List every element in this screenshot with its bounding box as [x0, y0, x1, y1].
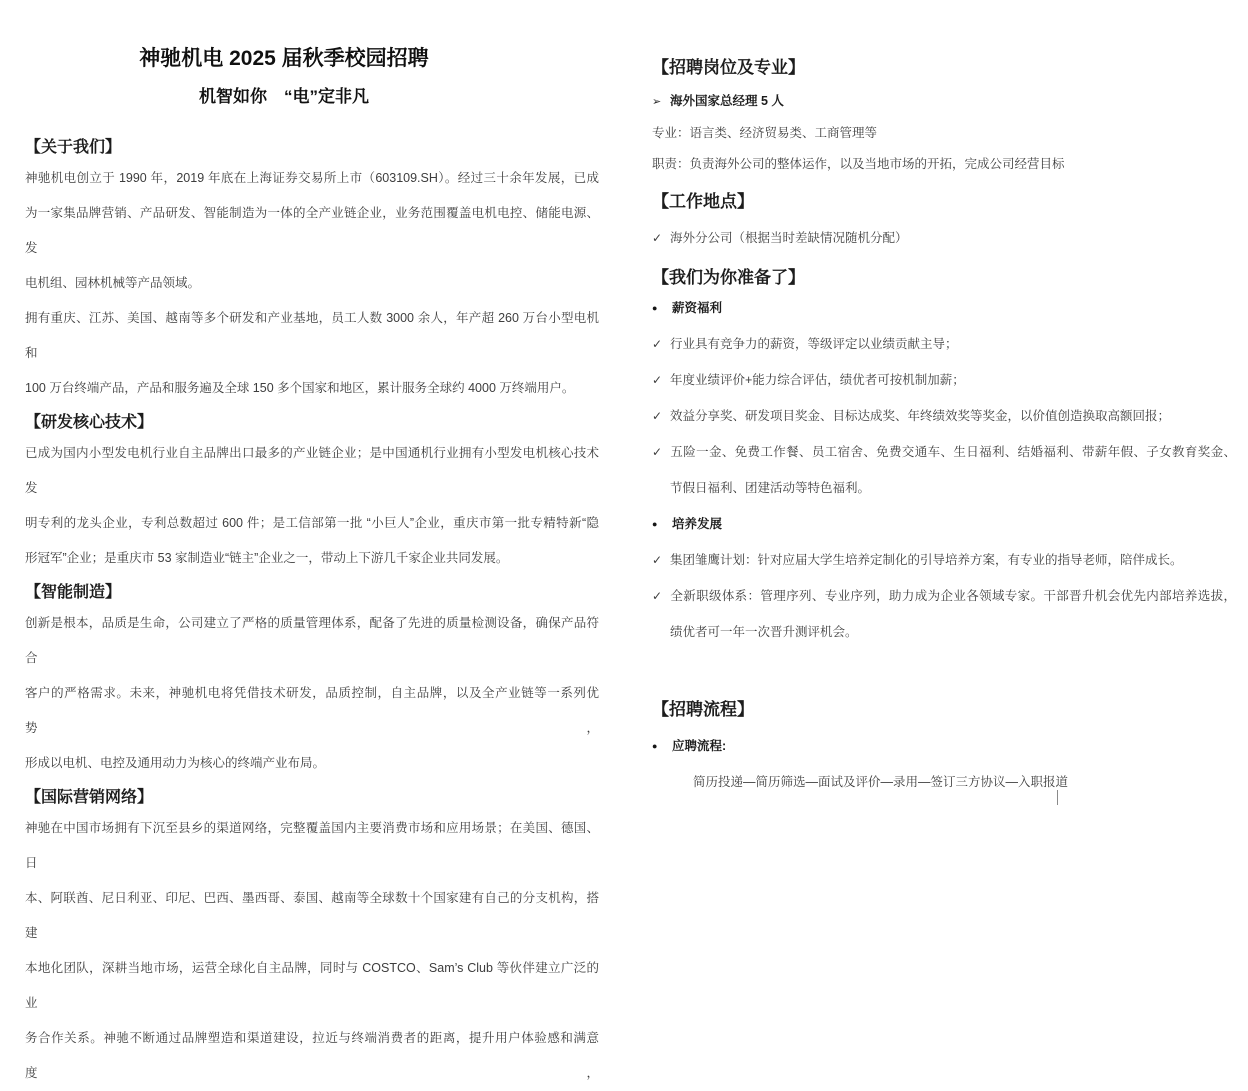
paragraph-line: 明专利的龙头企业，专利总数超过 600 件；是工信部第一批 “小巨人”企业，重庆市第一批专精特新“隐 [25, 516, 599, 530]
check-bullet-icon: ✓ [652, 337, 663, 351]
list-item-line [670, 470, 1236, 506]
list-item-text: 职责：负责海外公司的整体运作，以及当地市场的开拓，完成公司经营目标 [652, 157, 1065, 171]
list-item [652, 764, 1236, 800]
list-item-text: 薪资福利 [672, 301, 723, 315]
check-bullet-icon: ✓ [652, 445, 663, 459]
right-column [652, 0, 1236, 800]
list-item [652, 728, 1236, 764]
list-item [652, 398, 1236, 434]
document-subtitle: 机智如你 “电”定非凡 [199, 87, 369, 106]
list-item-text: 集团雏鹰计划：针对应届大学生培养定制化的引导培养方案，有专业的指导老师，陪伴成长。 [670, 553, 1183, 567]
document-section [25, 412, 599, 576]
list-item-text: 专业：语言类、经济贸易类、工商管理等 [652, 126, 878, 140]
document-title: 神驰机电 2025 届秋季校园招聘 [139, 47, 429, 70]
dot-bullet-icon: ● [652, 741, 658, 751]
paragraph-line: 为一家集品牌营销、产品研发、智能制造为一体的全产业链企业，业务范围覆盖电机电控、储能电源、发 [25, 206, 599, 255]
section-heading: 【研发核心技术】 [25, 414, 154, 431]
paragraph-line: 拥有重庆、江苏、美国、越南等多个研发和产业基地，员工人数 3000 余人，年产超 260 万台小型电机和 [25, 311, 599, 360]
paragraph-line: 客户的严格需求。未来，神驰机电将凭借技术研发，品质控制，自主品牌，以及全产业链等一系列优势， [25, 686, 599, 735]
list-item-line [652, 149, 1236, 180]
list-item-text: 应聘流程: [672, 739, 727, 753]
paragraph-line: 神驰机电创立于 1990 年，2019 年底在上海证券交易所上市（603109.SH）。经过三十余年发展，已成 [25, 171, 599, 185]
list-item-line [652, 578, 1236, 614]
document-section [25, 137, 599, 406]
list-item-line [652, 542, 1236, 578]
section-heading: 【工作地点】 [652, 192, 754, 211]
left-column [25, 0, 599, 1091]
list-item-line [652, 220, 1236, 256]
list-item-line [670, 614, 1236, 650]
list-item-text: 海外国家总经理 5 人 [670, 94, 784, 108]
section-heading: 【智能制造】 [25, 584, 122, 601]
document-section [25, 787, 599, 1091]
list-item-text: 简历投递—简历筛选—面试及评价—录用—签订三方协议—入职报道 [693, 775, 1069, 789]
document-section [25, 582, 599, 781]
list-item [652, 118, 1236, 149]
dot-bullet-icon: ● [652, 303, 658, 313]
check-bullet-icon: ✓ [652, 553, 663, 567]
document-section [652, 266, 1236, 650]
list-item-line [652, 362, 1236, 398]
list-item-line [652, 326, 1236, 362]
list-item [652, 506, 1236, 542]
list-item-text: 节假日福利、团建活动等特色福利。 [670, 481, 871, 495]
list-item [652, 326, 1236, 362]
list-item-text: 海外分公司（根据当时差缺情况随机分配） [670, 231, 908, 245]
paragraph-line: 已成为国内小型发电机行业自主品牌出口最多的产业链企业；是中国通机行业拥有小型发电机核心技术发 [25, 446, 599, 495]
section-heading: 【关于我们】 [25, 139, 122, 156]
list-item-line [652, 506, 1236, 542]
list-item [652, 220, 1236, 256]
document-section [652, 698, 1236, 800]
list-item [652, 290, 1236, 326]
paragraph-line: 创新是根本，品质是生命，公司建立了严格的质量管理体系，配备了先进的质量检测设备，确保产品符合 [25, 616, 599, 665]
list-item-text: 全新职级体系：管理序列、专业序列，助力成为企业各领域专家。干部晋升机会优先内部培养选拔， [670, 589, 1236, 603]
paragraph-line: 电机组、园林机械等产品领域。 [25, 276, 201, 290]
document-section [652, 56, 1236, 180]
paragraph-line: 形冠军”企业；是重庆市 53 家制造业“链主”企业之一，带动上下游几千家企业共同发展。 [25, 551, 509, 565]
list-item-text: 五险一金、免费工作餐、员工宿舍、免费交通车、生日福利、结婚福利、带薪年假、子女教育奖金、 [670, 445, 1236, 459]
paragraph-line: 本、阿联酋、尼日利亚、印尼、巴西、墨西哥、泰国、越南等全球数十个国家建有自己的分支机构，搭建 [25, 891, 599, 940]
check-bullet-icon: ✓ [652, 409, 663, 423]
list-item [652, 362, 1236, 398]
list-item-text: 培养发展 [672, 517, 723, 531]
section-heading: 【招聘流程】 [652, 700, 754, 719]
list-item-line [693, 764, 1236, 800]
list-item [652, 149, 1236, 180]
list-item-text: 绩优者可一年一次晋升测评机会。 [670, 625, 858, 639]
document-section [652, 190, 1236, 256]
paragraph-line: 本地化团队，深耕当地市场，运营全球化自主品牌，同时与 COSTCO、Sam’s Club 等伙伴建立广泛的业 [25, 961, 599, 1010]
check-bullet-icon: ✓ [652, 231, 663, 245]
list-item-line [652, 86, 1236, 118]
paragraph-line: 形成以电机、电控及通用动力为核心的终端产业布局。 [25, 756, 326, 770]
section-heading: 【招聘岗位及专业】 [652, 58, 805, 77]
list-item-line [652, 290, 1236, 326]
text-cursor [1057, 790, 1058, 805]
list-item [652, 542, 1236, 578]
check-bullet-icon: ✓ [652, 589, 663, 603]
paragraph-line: 务合作关系。神驰不断通过品牌塑造和渠道建设，拉近与终端消费者的距离，提升用户体验感和满意度， [25, 1031, 599, 1080]
arrow-bullet-icon: ➢ [652, 96, 662, 108]
list-item-line [652, 434, 1236, 470]
list-item [652, 578, 1236, 650]
list-item-line [652, 398, 1236, 434]
list-item-line [652, 118, 1236, 149]
list-item-text: 年度业绩评价+能力综合评估，绩优者可按机制加薪； [670, 373, 965, 387]
section-heading: 【我们为你准备了】 [652, 268, 805, 287]
list-item-line [652, 728, 1236, 764]
paragraph-line: 100 万台终端产品，产品和服务遍及全球 150 多个国家和地区，累计服务全球约 4000 万终端用户。 [25, 381, 575, 395]
list-item-text: 行业具有竞争力的薪资，等级评定以业绩贡献主导； [670, 337, 958, 351]
paragraph-line: 神驰在中国市场拥有下沉至县乡的渠道网络，完整覆盖国内主要消费市场和应用场景；在美国、德国、日 [25, 821, 599, 870]
list-item [652, 86, 1236, 118]
list-item [652, 434, 1236, 506]
dot-bullet-icon: ● [652, 519, 658, 529]
check-bullet-icon: ✓ [652, 373, 663, 387]
section-heading: 【国际营销网络】 [25, 789, 154, 806]
list-item-text: 效益分享奖、研发项目奖金、目标达成奖、年终绩效奖等奖金，以价值创造换取高额回报； [670, 409, 1171, 423]
